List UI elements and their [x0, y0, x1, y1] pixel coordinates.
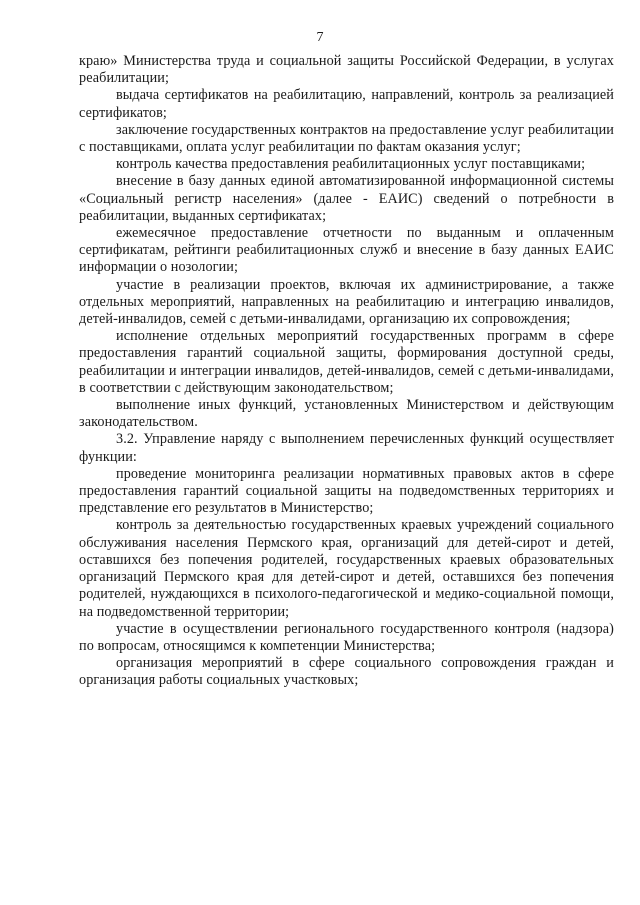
paragraph: организация мероприятий в сфере социального сопровождения граждан и организация работы социальных участковых;	[79, 655, 614, 689]
section-heading-paragraph: 3.2. Управление наряду с выполнением перечисленных функций осуществляет функции:	[79, 431, 614, 465]
paragraph: контроль за деятельностью государственных краевых учреждений социального обслуживания населения Пермского края, организаций для детей-сирот и детей, оставшихся без попечения родителей, государственных краевых образовательных организаций Пермского края для детей-сирот и детей, оставшихся без попечения родителей, нуждающихся в психолого-педагогической и медико-социальной помощи, на подведомственной территории;	[79, 517, 614, 620]
paragraph: проведение мониторинга реализации нормативных правовых актов в сфере предоставления гарантий социальной защиты на подведомственных территориях и представление его результатов в Министерство;	[79, 465, 614, 517]
paragraph: ежемесячное предоставление отчетности по выданным и оплаченным сертификатам, рейтинги реабилитационных служб и внесение в базу данных ЕАИС информации о нозологии;	[79, 225, 614, 276]
paragraph: заключение государственных контрактов на предоставление услуг реабилитации с поставщиками, оплата услуг реабилитации по фактам оказания услуг;	[79, 121, 614, 156]
paragraph: контроль качества предоставления реабилитационных услуг поставщиками;	[116, 156, 586, 173]
page-number: 7	[316, 30, 324, 45]
paragraph: исполнение отдельных мероприятий государственных программ в сфере предоставления гарантий социальной защиты, формирования доступной среды, реабилитации и интеграции инвалидов, детей-инвалидов, семей с детьми-инвалидами, в соответствии с действующим законодательством;	[79, 328, 614, 396]
paragraph: выдача сертификатов на реабилитацию, направлений, контроль за реализацией сертификатов;	[79, 87, 614, 121]
paragraph-continuation: краю» Министерства труда и социальной защиты Российской Федерации, в услугах реабилитации;	[79, 53, 614, 87]
paragraph: участие в осуществлении регионального государственного контроля (надзора) по вопросам, относящимся к компетенции Министерства;	[79, 620, 614, 654]
paragraph: участие в реализации проектов, включая их администрирование, а также отдельных мероприятий, направленных на реабилитацию и интеграцию инвалидов, детей-инвалидов, семей с детьми-инвалидами, организацию их сопровождения;	[79, 276, 614, 328]
document-body	[79, 53, 614, 690]
paragraph: выполнение иных функций, установленных Министерством и действующим законодательством.	[79, 397, 614, 431]
paragraph: внесение в базу данных единой автоматизированной информационной системы «Социальный регистр населения» (далее - ЕАИС) сведений о потребности в реабилитации, выданных сертификатах;	[79, 173, 614, 224]
